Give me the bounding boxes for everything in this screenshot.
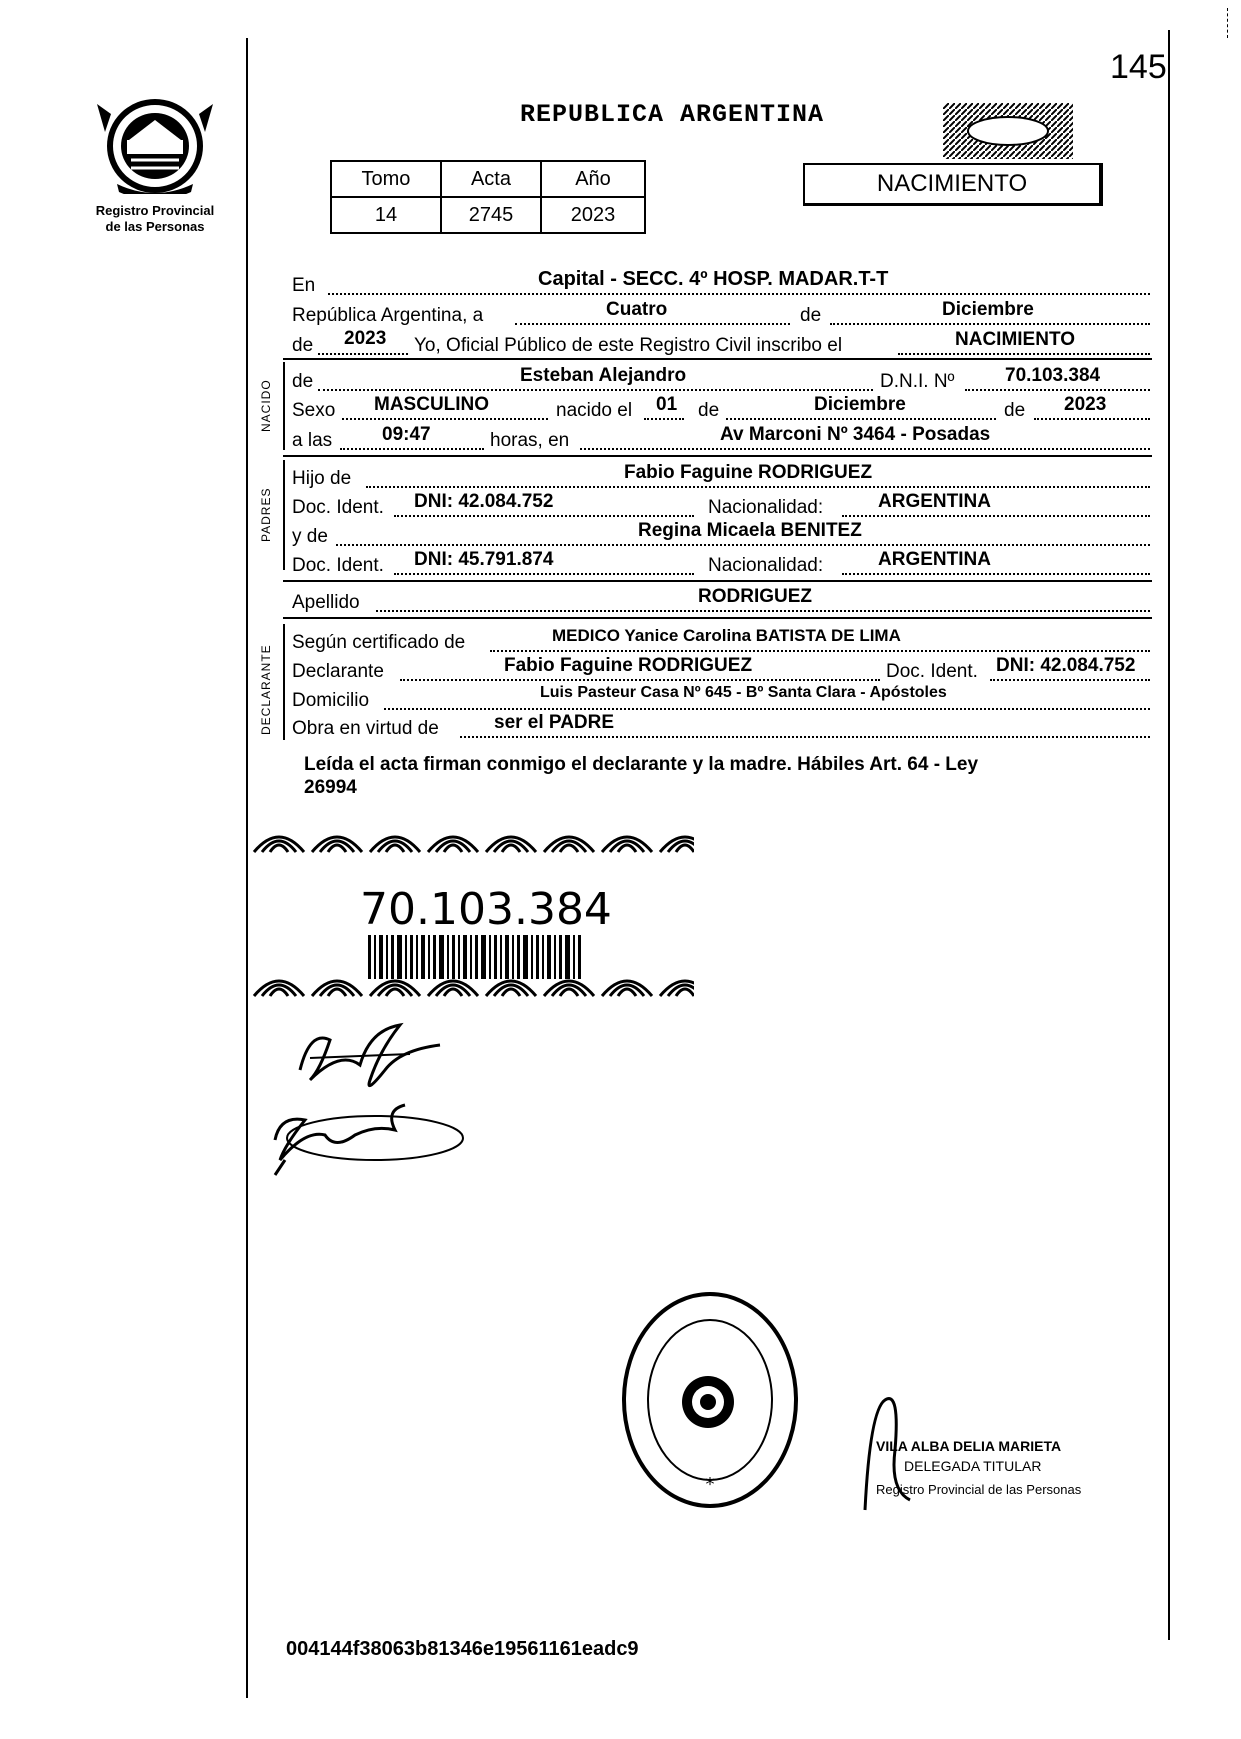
svg-text:*: * [705,1474,715,1495]
value-tomo: 14 [331,197,441,233]
label-sexo: Sexo [292,400,336,421]
value-padre-nac: ARGENTINA [878,491,991,512]
value-dni: 70.103.384 [1005,365,1101,386]
label-y-de: y de [292,526,328,547]
dots-obra [460,736,1150,738]
label-republica: República Argentina, a [292,305,484,326]
label-doc-madre: Doc. Ident. [292,555,384,576]
label-dni: D.N.I. Nº [880,371,955,392]
label-a-las: a las [292,430,333,451]
page-number: 145 [1110,48,1167,86]
value-mes: Diciembre [942,299,1034,320]
dots-sexo [342,418,548,420]
fingerprint-pattern-icon [250,822,694,854]
label-de-anio: de [292,335,314,356]
value-dia-letras: Cuatro [606,299,668,320]
value-tipo: NACIMIENTO [955,329,1075,350]
corner-mark [1227,8,1231,38]
security-band-bottom [250,966,694,996]
dots-apellido [376,610,1150,612]
dots-segun [490,650,1150,652]
province-logo [95,84,215,194]
value-declarante-doc: DNI: 42.084.752 [996,655,1136,676]
dots-anio [318,353,408,355]
label-de-mes: de [800,305,822,326]
barcode-number: 70.103.384 [360,884,612,935]
dots-nac-mes [726,418,996,420]
value-hora: 09:47 [382,424,431,445]
value-anio: 2023 [344,328,387,349]
value-madre-nac: ARGENTINA [878,549,991,570]
label-de-nac-mes: de [698,400,720,421]
dots-nombre [318,389,873,391]
label-doc-padre: Doc. Ident. [292,497,384,518]
header-acta: Acta [441,161,541,197]
dots-hora [340,448,484,450]
label-segun: Según certificado de [292,632,466,653]
round-seal-icon [620,1290,800,1510]
value-acta: 2745 [441,197,541,233]
value-lugar: Capital - SECC. 4º HOSP. MADAR.T-T [538,268,889,290]
value-padre-doc: DNI: 42.084.752 [414,491,554,512]
official-role: DELEGADA TITULAR [904,1458,1042,1474]
header-anio: Año [541,161,645,197]
value-nombre: Esteban Alejandro [520,365,687,386]
side-label-nacido: NACIDO [259,379,273,432]
logo-caption-1: Registro Provincial [95,203,215,218]
value-lugar-nac: Av Marconi Nº 3464 - Posadas [720,424,991,445]
padres-bracket [283,460,285,570]
handwritten-signature-2-icon [265,1100,465,1180]
security-band-top [250,822,694,852]
side-label-padres: PADRES [259,487,273,542]
label-en: En [292,275,316,296]
declarante-bracket [283,624,285,740]
value-madre: Regina Micaela BENITEZ [638,520,862,541]
dots-doc-madre [394,573,694,575]
signature-1 [290,1010,450,1105]
registry-table-value-row [331,197,645,233]
separator-1 [283,358,1152,360]
dots-domicilio [384,708,1150,710]
label-obra: Obra en virtud de [292,718,439,739]
label-domicilio: Domicilio [292,690,370,711]
dots-nac-madre [842,573,1150,575]
dots-en [328,293,1150,295]
label-nac-padre: Nacionalidad: [708,497,824,518]
dots-dni [965,389,1150,391]
note-line-2: 26994 [304,777,357,798]
dots-tipo [898,353,1150,355]
logo-caption-2: de las Personas [105,219,205,234]
label-horas-en: horas, en [490,430,570,451]
official-name: VILA ALBA DELIA MARIETA [876,1438,1062,1454]
separator-2 [283,455,1152,457]
label-apellido: Apellido [292,592,360,613]
dots-doc-padre [394,515,694,517]
label-nac-madre: Nacionalidad: [708,555,824,576]
dots-madre [336,544,1150,546]
dots-lugar-nac [580,448,1150,450]
signature-2 [265,1100,465,1180]
act-type: NACIMIENTO [876,170,1028,197]
coat-of-arms-icon [95,84,215,194]
official-seal [620,1290,800,1510]
dots-dia [515,323,790,325]
value-nac-anio: 2023 [1064,394,1107,415]
guilloche-stamp-icon [943,103,1073,159]
value-nac-dia: 01 [656,394,678,415]
side-label-declarante: DECLARANTE [259,644,273,735]
dots-nac-padre [842,515,1150,517]
dots-nac-anio [1034,418,1150,420]
handwritten-signature-icon [290,1010,450,1105]
act-type-box [803,163,1103,206]
label-declarante: Declarante [292,661,384,682]
separator-3 [283,580,1152,582]
right-margin-line [1168,30,1170,1640]
document-title: REPUBLICA ARGENTINA [520,100,825,129]
left-margin-line [246,38,248,1698]
value-nac-mes: Diciembre [814,394,906,415]
value-apellido: RODRIGUEZ [698,586,812,607]
official-signature-icon [860,1390,920,1520]
dots-doc-declarante [990,679,1150,681]
dots-mes [830,323,1150,325]
document-hash: 004144f38063b81346e19561161eadc9 [286,1638,639,1660]
dots-declarante [400,679,880,681]
label-de-nac-anio: de [1004,400,1026,421]
registry-table [330,160,646,234]
label-hijo-de: Hijo de [292,468,352,489]
registry-table-header-row [331,161,645,197]
separator-4 [283,617,1152,619]
header-tomo: Tomo [331,161,441,197]
official-signature-mark [860,1390,920,1520]
value-certificado: MEDICO Yanice Carolina BATISTA DE LIMA [552,626,901,645]
dots-padre [366,486,1150,488]
dots-nac-dia [644,418,684,420]
label-de-nombre: de [292,371,314,392]
value-declarante: Fabio Faguine RODRIGUEZ [504,655,753,676]
security-stamp [943,103,1073,159]
value-madre-doc: DNI: 45.791.874 [414,549,554,570]
official-org: Registro Provincial de las Personas [876,1482,1082,1497]
value-anio: 2023 [541,197,645,233]
value-sexo: MASCULINO [374,394,490,415]
fingerprint-pattern-bottom-icon [250,966,694,998]
nacido-bracket [283,362,285,450]
label-yo: Yo, Oficial Público de este Registro Civil inscribo el [414,335,843,356]
label-doc-declarante: Doc. Ident. [886,661,978,682]
value-padre: Fabio Faguine RODRIGUEZ [624,462,873,483]
label-nacido-el: nacido el [556,400,633,421]
value-domicilio: Luis Pasteur Casa Nº 645 - Bº Santa Clara - Apóstoles [540,684,947,701]
value-obra: ser el PADRE [494,712,615,733]
note-line-1: Leída el acta firman conmigo el declarante y la madre. Hábiles Art. 64 - Ley [304,754,979,775]
